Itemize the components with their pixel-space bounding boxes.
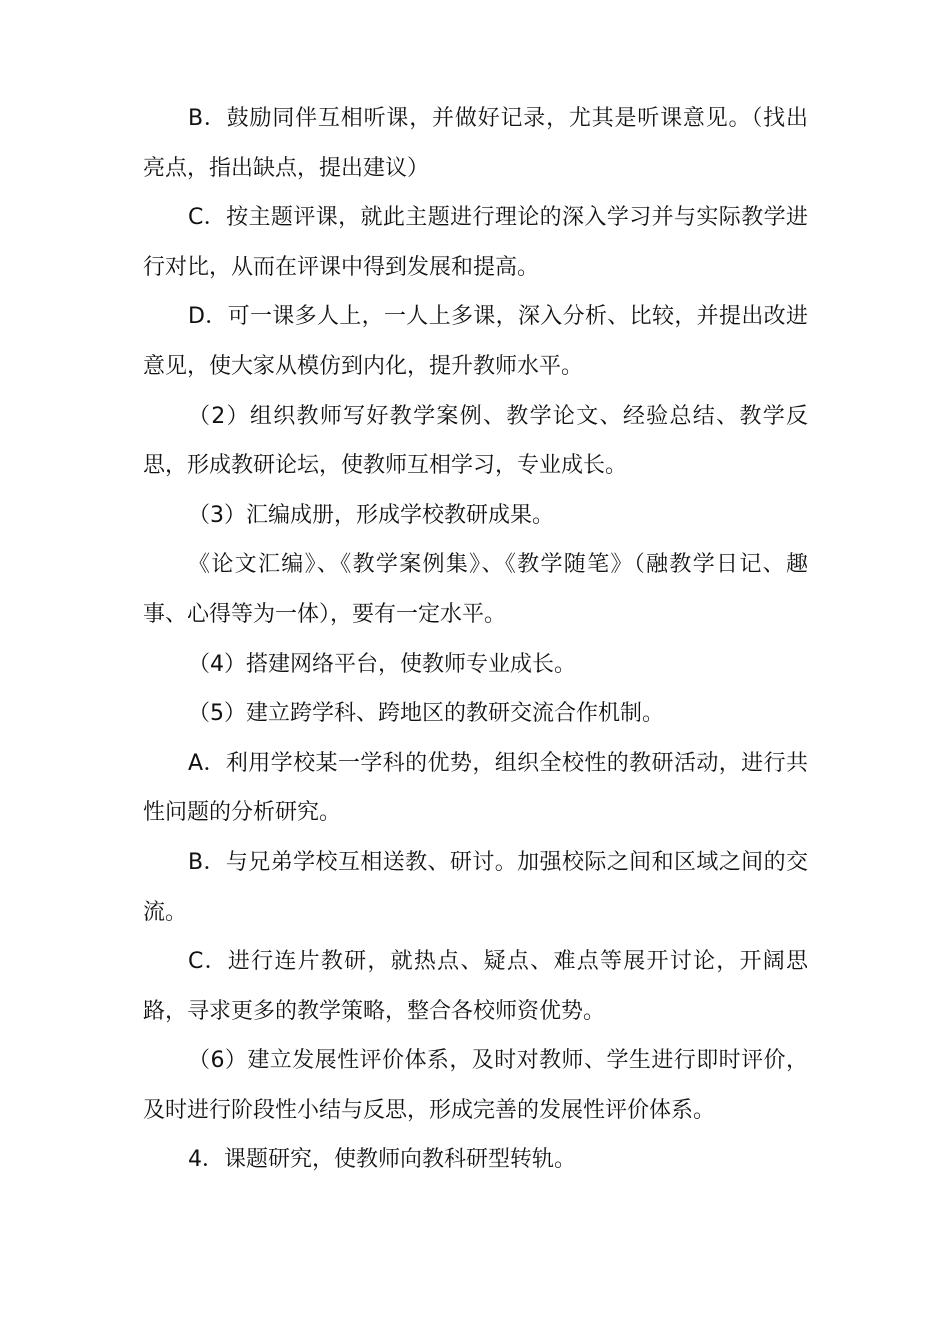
paragraph-a-school-advantage: A．利用学校某一学科的优势，组织全校性的教研活动，进行共性问题的分析研究。 xyxy=(143,750,808,826)
paragraph-4-network-platform: （4）搭建网络平台，使教师专业成长。 xyxy=(188,651,576,677)
paragraph-5-cross-discipline: （5）建立跨学科、跨地区的教研交流合作机制。 xyxy=(188,701,664,727)
paragraph-6-evaluation-system: （6）建立发展性评价体系，及时对教师、学生进行即时评价，及时进行阶段性小结与反思，形成完善的发展性评价体系。 xyxy=(143,1048,808,1123)
paragraph-c-theme-evaluation: C．按主题评课，就此主题进行理论的深入学习并与实际教学进行对比，从而在评课中得到发展和提高。 xyxy=(143,205,808,280)
paragraph-b-sister-schools: B．与兄弟学校互相送教、研讨。加强校际之间和区域之间的交流。 xyxy=(143,849,808,925)
paragraph-publication-list: 《论文汇编》、《教学案例集》、《教学随笔》（融教学日记、趣事、心得等为一体），要有一定水平。 xyxy=(143,552,808,627)
paragraph-2-teaching-cases: （2）组织教师写好教学案例、教学论文、经验总结、教学反思，形成教研论坛，使教师互相学习，专业成长。 xyxy=(143,403,808,479)
paragraph-d-multi-teaching: D．可一课多人上，一人上多课，深入分析、比较，并提出改进意见，使大家从模仿到内化，提升教师水平。 xyxy=(143,304,808,379)
document-page xyxy=(143,94,808,1185)
paragraph-c-joint-research: C．进行连片教研，就热点、疑点、难点等展开讨论，开阔思路，寻求更多的教学策略，整合各校师资优势。 xyxy=(143,949,808,1024)
paragraph-3-compilation: （3）汇编成册，形成学校教研成果。 xyxy=(188,502,554,528)
paragraph-4-research-topics: 4．课题研究，使教师向教科研型转轨。 xyxy=(188,1147,576,1173)
paragraph-b-peer-observation: B．鼓励同伴互相听课，并做好记录，尤其是听课意见。（找出亮点，指出缺点，提出建议） xyxy=(143,106,808,181)
